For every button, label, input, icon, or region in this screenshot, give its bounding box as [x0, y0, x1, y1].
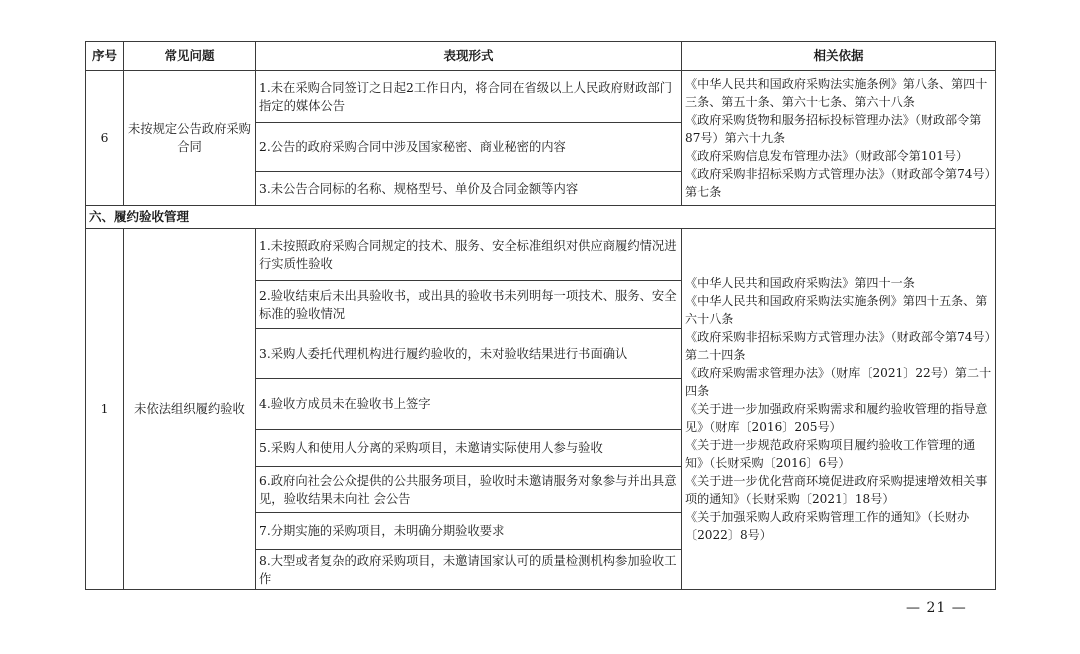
- row-seq: 1: [86, 229, 124, 590]
- header-form: 表现形式: [256, 42, 682, 71]
- basis-item: 《政府采购货物和服务招标投标管理办法》（财政部令第87号）第六十九条: [685, 113, 982, 145]
- basis-item: 《政府采购信息发布管理办法》（财政部令第101号）: [685, 149, 969, 163]
- form-item: 2.验收结束后未出具验收书，或出具的验收书未列明每一项技术、服务、安全标准的验收情况: [256, 281, 682, 329]
- basis-item: 《关于加强采购人政府采购管理工作的通知》（长财办〔2022〕8号）: [685, 510, 970, 542]
- basis-item: 《政府采购非招标采购方式管理办法》（财政部令第74号）第二十四条: [685, 330, 991, 362]
- row-problem: 未依法组织履约验收: [124, 229, 256, 590]
- form-item: 3.采购人委托代理机构进行履约验收的，未对验收结果进行书面确认: [256, 329, 682, 379]
- form-item: 2.公告的政府采购合同中涉及国家秘密、商业秘密的内容: [256, 123, 682, 172]
- form-item: 1.未在采购合同签订之日起2工作日内，将合同在省级以上人民政府财政部门指定的媒体公告: [256, 71, 682, 123]
- requirements-table: [85, 41, 996, 590]
- form-item: 4.验收方成员未在验收书上签字: [256, 379, 682, 430]
- section-title: 六、履约验收管理: [86, 206, 996, 229]
- form-item: 8.大型或者复杂的政府采购项目，未邀请国家认可的质量检测机构参加验收工作: [256, 550, 682, 590]
- basis-cell: [682, 229, 996, 590]
- basis-item: 《关于进一步规范政府采购项目履约验收工作管理的通知》（长财采购〔2016〕6号）: [685, 438, 976, 470]
- row-seq: 6: [86, 71, 124, 206]
- table-row: [86, 229, 996, 281]
- basis-item: 《关于进一步加强政府采购需求和履约验收管理的指导意见》（财库〔2016〕205号）: [685, 402, 988, 434]
- basis-item: 《中华人民共和国政府采购法实施条例》第四十五条、第六十八条: [685, 294, 988, 326]
- header-problem: 常见问题: [124, 42, 256, 71]
- header-seq: 序号: [86, 42, 124, 71]
- row-problem: 未按规定公告政府采购合同: [124, 71, 256, 206]
- basis-item: 《政府采购非招标采购方式管理办法》（财政部令第74号）第七条: [685, 167, 991, 199]
- basis-cell: [682, 71, 996, 206]
- basis-item: 《关于进一步优化营商环境促进政府采购提速增效相关事项的通知》（长财采购〔2021〕18号）: [685, 474, 988, 506]
- form-item: 6.政府向社会公众提供的公共服务项目，验收时未邀请服务对象参与并出具意见，验收结果未向社 会公告: [256, 467, 682, 513]
- form-item: 5.采购人和使用人分离的采购项目，未邀请实际使用人参与验收: [256, 430, 682, 467]
- form-item: 1.未按照政府采购合同规定的技术、服务、安全标准组织对供应商履约情况进行实质性验收: [256, 229, 682, 281]
- basis-item: 《中华人民共和国政府采购法实施条例》第八条、第四十三条、第五十条、第六十七条、第六十八条: [685, 77, 988, 109]
- header-basis: 相关依据: [682, 42, 996, 71]
- section-row: [86, 206, 996, 229]
- header-row: [86, 42, 996, 71]
- form-item: 3.未公告合同标的名称、规格型号、单价及合同金额等内容: [256, 172, 682, 206]
- form-item: 7.分期实施的采购项目，未明确分期验收要求: [256, 513, 682, 550]
- basis-item: 《中华人民共和国政府采购法》第四十一条: [685, 276, 915, 290]
- basis-item: 《政府采购需求管理办法》（财库〔2021〕22号）第二十四条: [685, 366, 992, 398]
- table-row: [86, 71, 996, 123]
- page-number: — 21 —: [906, 600, 967, 616]
